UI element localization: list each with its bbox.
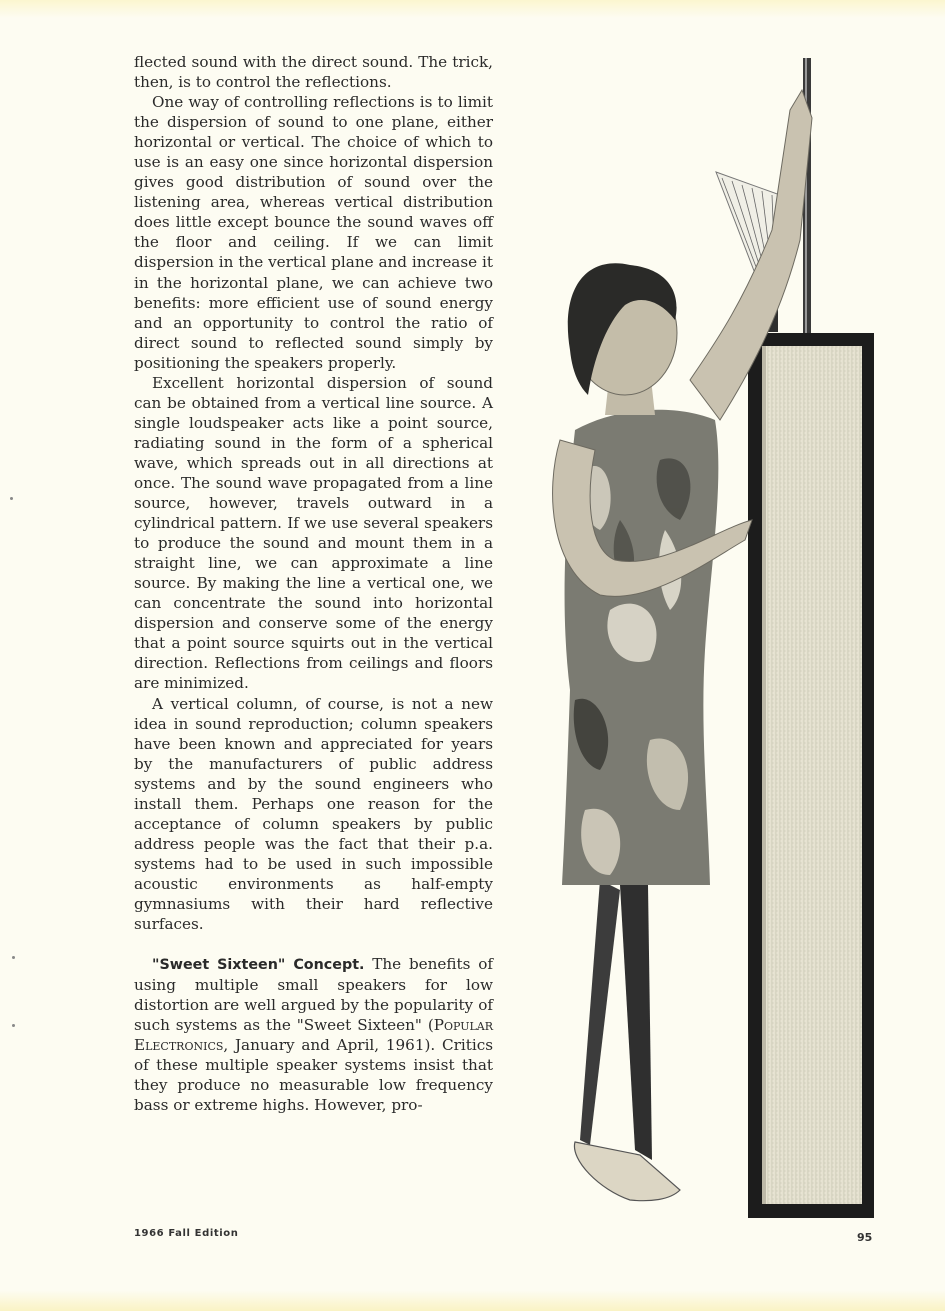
column-speaker [748, 333, 874, 1218]
scan-speck [10, 497, 13, 500]
paragraph-5-text-b: , January and April, 1961). Critics of these multiple speaker systems insist that they produce no measurable low frequency bass or extreme highs. However, pro- [134, 1036, 493, 1115]
paragraph-2: One way of controlling reflections is to limit the dispersion of sound to one plane, either horizontal or vertical. The choice of which to use is an easy one since horizontal dispersion gives good distribution of sound over the listening area, whereas vertical distribution does little except bounce the sound waves off the floor and ceiling. If we can limit dispersion in the vertical plane and increase it in the horizontal plane, we can achieve two benefits: more efficient use of sound energy and an opportunity to control the ratio of direct sound to reflected sound simply by positioning the speakers properly. [134, 93, 493, 372]
section-subhead: "Sweet Sixteen" Concept. [152, 957, 365, 974]
scan-speck [12, 956, 15, 959]
paragraph-5 [134, 954, 493, 1115]
issue-footer: 1966 Fall Edition [134, 1228, 239, 1239]
page-number: 95 [857, 1231, 873, 1244]
woman-with-column-speaker-photo [540, 50, 885, 1230]
magazine-name: Popular Electronics [134, 1016, 493, 1055]
paragraph-5-text-a: The benefits of using multiple small speakers for low distortion are well argued by the popularity of such systems as the "Sweet Sixteen" ( [134, 955, 493, 1035]
paragraph-4: A vertical column, of course, is not a new idea in sound reproduction; column speakers have been known and appreciated for years by the manufacturers of public address systems and by the sound engineers who install them. Perhaps one reason for the acceptance of column speakers by public address people was the fact that their p.a. systems had to be used in such impossible acoustic environments as half-empty gymnasiums with their hard reflective surfaces. [134, 694, 493, 934]
scan-speck [12, 1024, 15, 1027]
paragraph-1: flected sound with the direct sound. The trick, then, is to control the reflections. [134, 53, 493, 92]
paragraph-3: Excellent horizontal dispersion of sound can be obtained from a vertical line source. A single loudspeaker acts like a point source, radiating sound in the form of a spherical wave, which spreads out in all directions at once. The sound wave propagated from a line source, however, travels outward in a cylindrical pattern. If we use several speakers to produce the sound and mount them in a straight line, we can approximate a line source. By making the line a vertical one, we can concentrate the sound into horizontal dispersion and conserve some of the energy that a point source squirts out in the vertical direction. Reflections from ceilings and floors are minimized. [134, 373, 493, 693]
article-column [134, 52, 493, 1115]
